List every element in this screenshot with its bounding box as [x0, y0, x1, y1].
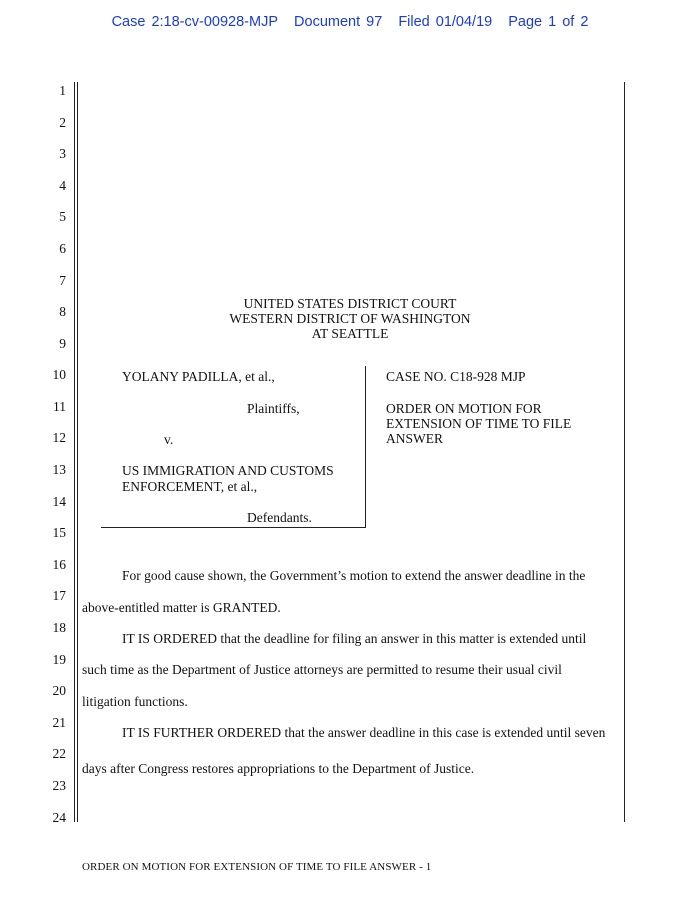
caption-divider-horizontal — [101, 527, 366, 528]
line-number: 20 — [52, 683, 66, 698]
line-number: 19 — [52, 652, 66, 667]
line-number: 23 — [52, 778, 66, 793]
line-number: 5 — [59, 209, 66, 224]
right-margin-rule — [624, 82, 625, 822]
line-number: 7 — [59, 273, 66, 288]
court-district: WESTERN DISTRICT OF WASHINGTON — [229, 311, 471, 326]
line-number: 2 — [59, 115, 66, 130]
line-number: 11 — [53, 399, 66, 414]
line-number: 4 — [59, 178, 66, 193]
line-number: 9 — [59, 336, 66, 351]
line-number: 17 — [52, 588, 66, 603]
paragraph-2-line-3: litigation functions. — [82, 694, 188, 709]
case-number: CASE NO. C18-928 MJP — [386, 369, 526, 384]
document-number-stamp: Document 97 — [294, 14, 383, 30]
case-number-stamp: Case 2:18-cv-00928-MJP — [111, 14, 278, 30]
line-number: 16 — [52, 557, 66, 572]
defendants-label: Defendants. — [247, 510, 312, 525]
defendant-name-line1: US IMMIGRATION AND CUSTOMS — [122, 463, 334, 478]
left-margin-rule-inner — [77, 82, 78, 822]
line-number: 8 — [59, 304, 66, 319]
paragraph-2-line-1: IT IS ORDERED that the deadline for filing an answer in this matter is extended until — [122, 631, 587, 646]
paragraph-3-line-1: IT IS FURTHER ORDERED that the answer deadline in this case is extended until seven — [122, 725, 606, 740]
caption-divider-vertical — [365, 366, 366, 528]
line-number: 21 — [52, 715, 66, 730]
line-number: 10 — [52, 367, 66, 382]
versus-label: v. — [164, 432, 174, 447]
page-footer: ORDER ON MOTION FOR EXTENSION OF TIME TO FILE ANSWER - 1 — [82, 861, 432, 873]
paragraph-3-line-2: days after Congress restores appropriations to the Department of Justice. — [82, 761, 475, 776]
left-margin-rule-outer — [74, 82, 75, 822]
line-number: 12 — [52, 430, 66, 445]
court-name: UNITED STATES DISTRICT COURT — [243, 296, 457, 311]
court-location: AT SEATTLE — [311, 326, 389, 341]
line-number: 22 — [52, 746, 66, 761]
plaintiff-name: YOLANY PADILLA, et al., — [122, 369, 275, 384]
line-number: 15 — [52, 525, 66, 540]
line-number: 6 — [59, 241, 66, 256]
document-title-line1: ORDER ON MOTION FOR — [386, 401, 542, 416]
document-title-line2: EXTENSION OF TIME TO FILE — [386, 416, 572, 431]
page-count-stamp: Page 1 of 2 — [508, 14, 589, 30]
filing-header — [0, 14, 700, 30]
filed-date-stamp: Filed 01/04/19 — [398, 14, 493, 30]
paragraph-2-line-2: such time as the Department of Justice attorneys are permitted to resume their usual civil — [82, 662, 562, 677]
line-number: 1 — [59, 83, 66, 98]
paragraph-1-line-2: above-entitled matter is GRANTED. — [82, 600, 281, 615]
paragraph-1-line-1: For good cause shown, the Government’s motion to extend the answer deadline in the — [122, 568, 586, 583]
line-number: 14 — [52, 494, 66, 509]
line-number: 24 — [52, 810, 66, 825]
court-heading — [150, 296, 550, 341]
document-title-line3: ANSWER — [386, 431, 443, 446]
plaintiffs-label: Plaintiffs, — [247, 401, 300, 416]
line-number: 3 — [59, 146, 66, 161]
defendant-name-line2: ENFORCEMENT, et al., — [122, 479, 258, 494]
line-number: 13 — [52, 462, 66, 477]
line-number: 18 — [52, 620, 66, 635]
